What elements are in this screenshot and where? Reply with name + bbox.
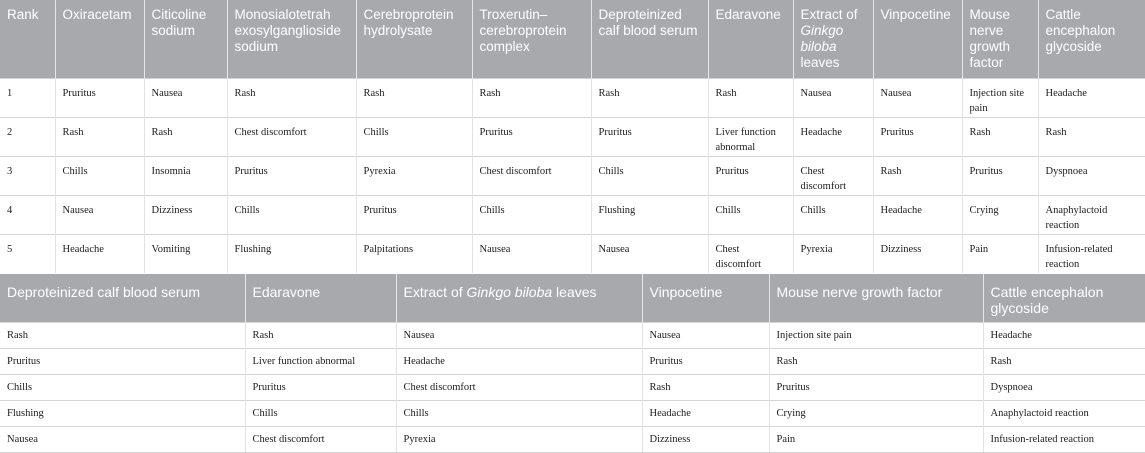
table-cell: Flushing — [0, 400, 245, 426]
table-cell: Anaphylactoid reaction — [1038, 195, 1145, 234]
table-cell: Chills — [708, 195, 793, 234]
table-cell: Nausea — [642, 322, 769, 348]
table-cell: Nausea — [873, 78, 962, 117]
table-cell: Chills — [472, 195, 591, 234]
table-cell: Chest discomfort — [793, 156, 873, 195]
col-header-cerebroprotein: Cerebroprotein hydrolysate — [356, 0, 472, 78]
header-row — [0, 274, 1145, 322]
table-cell: Chest discomfort — [472, 156, 591, 195]
table-cell: Chills — [227, 195, 356, 234]
table-cell: Chills — [245, 400, 396, 426]
table-cell: Chest discomfort — [227, 117, 356, 156]
table-cell: Rash — [245, 322, 396, 348]
table-cell: Pyrexia — [396, 426, 642, 452]
table-cell: Headache — [55, 234, 144, 273]
table-cell: Pain — [962, 234, 1038, 273]
table-cell: Rash — [144, 117, 227, 156]
table-cell: Vomiting — [144, 234, 227, 273]
table-cell: Pain — [769, 426, 983, 452]
col-header-oxiracetam: Oxiracetam — [55, 0, 144, 78]
table-cell: Chills — [396, 400, 642, 426]
table-cell: Chills — [591, 156, 708, 195]
col-header-encephalon-glycoside: Cattle encephalon glycoside — [1038, 0, 1145, 78]
table-cell: Pruritus — [356, 195, 472, 234]
table-cell: Rash — [769, 348, 983, 374]
table-cell: Rash — [591, 78, 708, 117]
table-cell: Nausea — [591, 234, 708, 273]
table-cell: Pruritus — [227, 156, 356, 195]
table-cell: Pyrexia — [356, 156, 472, 195]
table-row — [0, 374, 1145, 400]
table-row — [0, 400, 1145, 426]
table-cell: Dizziness — [642, 426, 769, 452]
table-cell: Headache — [873, 195, 962, 234]
table-cell: Flushing — [591, 195, 708, 234]
table-cell: Pruritus — [962, 156, 1038, 195]
table-cell: Chest discomfort — [708, 234, 793, 273]
table-cell: Rash — [983, 348, 1145, 374]
table-cell: Dizziness — [144, 195, 227, 234]
table-cell: Chills — [793, 195, 873, 234]
table-cell: Chills — [55, 156, 144, 195]
header-row — [0, 0, 1145, 78]
table-cell: Chills — [356, 117, 472, 156]
col-header-rank: Rank — [0, 0, 55, 78]
col-header-deproteinized: Deproteinized calf blood serum — [591, 0, 708, 78]
col-header-vinpocetine: Vinpocetine — [873, 0, 962, 78]
table-cell: 2 — [0, 117, 55, 156]
col-header-citicoline: Citicoline sodium — [144, 0, 227, 78]
col-header-edaravone: Edaravone — [245, 274, 396, 322]
table-row — [0, 322, 1145, 348]
col-header-edaravone: Edaravone — [708, 0, 793, 78]
table-row — [0, 348, 1145, 374]
table-cell: Chest discomfort — [245, 426, 396, 452]
table-cell: Dizziness — [873, 234, 962, 273]
table-cell: Dyspnoea — [983, 374, 1145, 400]
table-cell: Rash — [642, 374, 769, 400]
table-cell: Infusion-related reaction — [1038, 234, 1145, 273]
table-row — [0, 195, 1145, 234]
table-cell: Rash — [227, 78, 356, 117]
table-cell: Rash — [1038, 117, 1145, 156]
table-cell: Chills — [0, 374, 245, 400]
table-cell: Pruritus — [55, 78, 144, 117]
table-cell: Palpitations — [356, 234, 472, 273]
table-cell: Headache — [396, 348, 642, 374]
table-cell: Nausea — [396, 322, 642, 348]
table-cell: Rash — [356, 78, 472, 117]
table-cell: 5 — [0, 234, 55, 273]
col-header-monosialotetrahexosylganglioside: Monosialotetrah exosylganglioside sodium — [227, 0, 356, 78]
table-cell: Dyspnoea — [1038, 156, 1145, 195]
col-header-encephalon-glycoside: Cattle encephalon glycoside — [983, 274, 1145, 322]
table-cell: Headache — [642, 400, 769, 426]
col-header-ginkgo: Extract of Ginkgo biloba leaves — [793, 0, 873, 78]
table-cell: 1 — [0, 78, 55, 117]
table-cell: Crying — [769, 400, 983, 426]
table-cell: Rash — [962, 117, 1038, 156]
table-row — [0, 117, 1145, 156]
table-cell: Flushing — [227, 234, 356, 273]
table-cell: Liver function abnormal — [708, 117, 793, 156]
table-cell: Infusion-related reaction — [983, 426, 1145, 452]
col-header-deproteinized: Deproteinized calf blood serum — [0, 274, 245, 322]
table-cell: Headache — [1038, 78, 1145, 117]
table-cell: Rash — [873, 156, 962, 195]
table-row — [0, 234, 1145, 273]
table-cell: Liver function abnormal — [245, 348, 396, 374]
table-cell: Anaphylactoid reaction — [983, 400, 1145, 426]
table-cell: Pruritus — [245, 374, 396, 400]
table-cell: Crying — [962, 195, 1038, 234]
table-cell: Nausea — [793, 78, 873, 117]
table-cell: Pyrexia — [793, 234, 873, 273]
table-cell: Nausea — [0, 426, 245, 452]
table-cell: 3 — [0, 156, 55, 195]
table-cell: Nausea — [472, 234, 591, 273]
table-cell: Pruritus — [472, 117, 591, 156]
col-header-ginkgo: Extract of Ginkgo biloba leaves — [396, 274, 642, 322]
col-header-nerve-growth-factor: Mouse nerve growth factor — [962, 0, 1038, 78]
adverse-reactions-table-bottom — [0, 274, 1145, 452]
table-cell: Pruritus — [0, 348, 245, 374]
table-row — [0, 426, 1145, 452]
table-row — [0, 156, 1145, 195]
table-cell: Rash — [472, 78, 591, 117]
table-cell: Injection site pain — [769, 322, 983, 348]
table-cell: Pruritus — [708, 156, 793, 195]
col-header-nerve-growth-factor: Mouse nerve growth factor — [769, 274, 983, 322]
table-cell: Rash — [55, 117, 144, 156]
table-cell: Rash — [0, 322, 245, 348]
col-header-troxerutin: Troxerutin–cerebroprotein complex — [472, 0, 591, 78]
table-cell: Nausea — [144, 78, 227, 117]
table-cell: 4 — [0, 195, 55, 234]
table-cell: Pruritus — [591, 117, 708, 156]
table-cell: Headache — [983, 322, 1145, 348]
table-cell: Injection site pain — [962, 78, 1038, 117]
table-cell: Pruritus — [769, 374, 983, 400]
col-header-vinpocetine: Vinpocetine — [642, 274, 769, 322]
table-cell: Nausea — [55, 195, 144, 234]
table-cell: Pruritus — [873, 117, 962, 156]
table-cell: Chest discomfort — [396, 374, 642, 400]
table-cell: Headache — [793, 117, 873, 156]
table-cell: Rash — [708, 78, 793, 117]
table-row — [0, 78, 1145, 117]
table-cell: Pruritus — [642, 348, 769, 374]
table-cell: Insomnia — [144, 156, 227, 195]
